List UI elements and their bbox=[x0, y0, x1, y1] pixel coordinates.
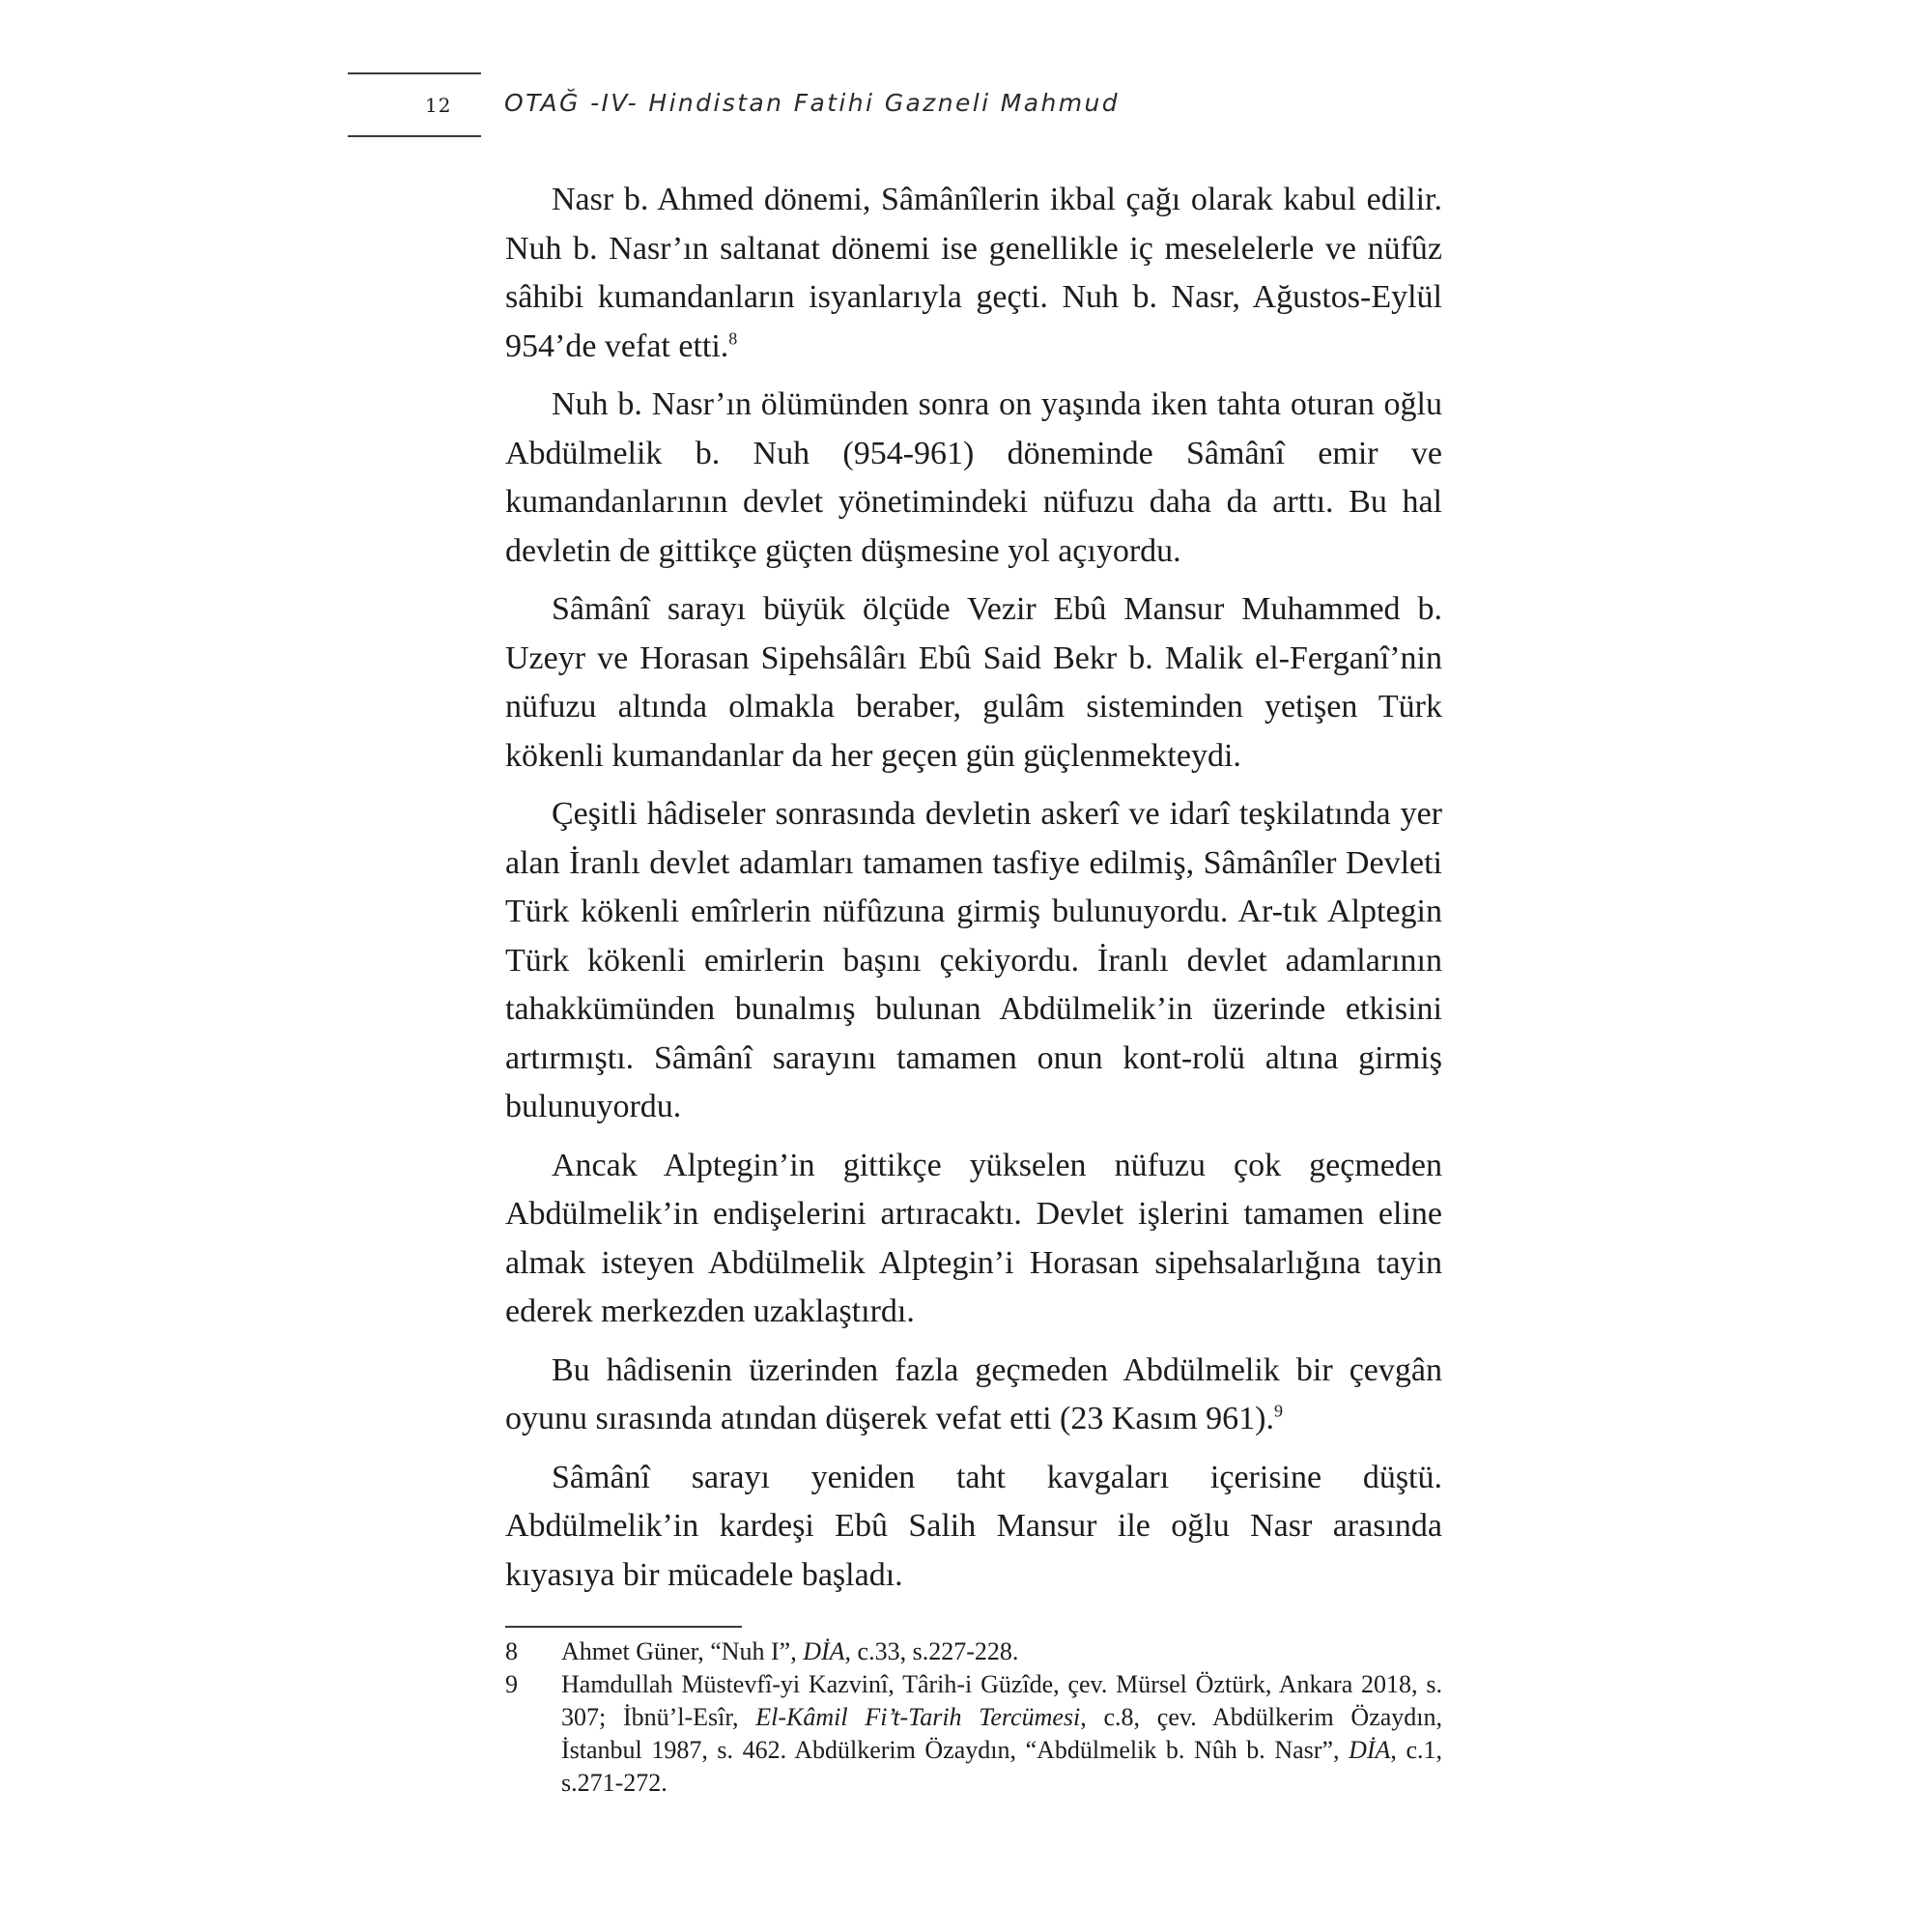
footnote-ref: 8 bbox=[728, 328, 738, 349]
header-rule-bottom bbox=[348, 135, 481, 137]
paragraph-text: Sâmânî sarayı yeniden taht kavgaları içerisine düştü. Abdülmelik’in kardeşi Ebû Salih Mansur ile oğlu Nasr arasında kıyasıya bir mücadele başladı. bbox=[505, 1459, 1442, 1593]
paragraph bbox=[505, 790, 1442, 1132]
footnote-source-title: El-Kâmil Fi’t-Tarih Tercümesi bbox=[755, 1703, 1081, 1731]
page-number: 12 bbox=[425, 94, 452, 117]
footnote-text bbox=[561, 1635, 1442, 1668]
paragraph-text: Sâmânî sarayı büyük ölçüde Vezir Ebû Mansur Muhammed b. Uzeyr ve Horasan Sipehsâlârı Ebû Said Bekr b. Malik el-Ferganî’nin nüfuzu altında olmakla beraber, gulâm sisteminden yetişen Türk kökenli kumandanlar da her geçen gün güçlenmekteydi. bbox=[505, 591, 1442, 774]
paragraph bbox=[505, 1347, 1442, 1444]
paragraph bbox=[505, 1142, 1442, 1337]
paragraph bbox=[505, 585, 1442, 781]
footnote-8 bbox=[505, 1635, 1442, 1668]
footnotes bbox=[505, 1635, 1442, 1800]
paragraph bbox=[505, 1454, 1442, 1601]
footnote-source-title: DİA bbox=[803, 1637, 845, 1665]
footnote-text-part: Ahmet Güner, “Nuh I”, bbox=[561, 1637, 804, 1665]
header-rule-top bbox=[348, 72, 481, 74]
footnote-text-part: , c.8, çev. Abdülkerim Özaydın, İstanbul 1987, s. 462. Abdülkerim Özaydın, “Abdülmelik b. Nûh b. Nasr”, bbox=[561, 1703, 1442, 1764]
footnote-rule bbox=[505, 1626, 742, 1628]
paragraph-text: Çeşitli hâdiseler sonrasında devletin askerî ve idarî teşkilatında yer alan İranlı devlet adamları tamamen tasfiye edilmiş, Sâmânîler Devleti Türk kökenli emîrlerin nüfûzuna girmiş bulunuyordu. Ar-tık Alptegin Türk kökenli emirlerin başını çekiyordu. İranlı devlet adamlarının tahakkümünden bunalmış bulunan Abdülmelik’in üzerinde etkisini artırmıştı. Sâmânî sarayını tamamen onun kont-rolü altına girmiş bulunuyordu. bbox=[505, 796, 1442, 1124]
footnote-number: 8 bbox=[505, 1637, 518, 1665]
paragraph-text: Nuh b. Nasr’ın ölümünden sonra on yaşında iken tahta oturan oğlu Abdülmelik b. Nuh (954-961) döneminde Sâmânî emir ve kumandanlarının devlet yönetimindeki nüfuzu daha da arttı. Bu hal devletin de gittikçe güçten düşmesine yol açıyordu. bbox=[505, 386, 1442, 569]
body-text bbox=[505, 176, 1442, 1609]
footnote-text bbox=[561, 1668, 1442, 1800]
paragraph-text: Nasr b. Ahmed dönemi, Sâmânîlerin ikbal çağı olarak kabul edilir. Nuh b. Nasr’ın saltanat dönemi ise genellikle iç meselelerle ve nüfûz sâhibi kumandanların isyanlarıyla geçti. Nuh b. Nasr, Ağustos-Eylül 954’de vefat etti. bbox=[505, 182, 1442, 364]
paragraph-text: Ancak Alptegin’in gittikçe yükselen nüfuzu çok geçmeden Abdülmelik’in endişelerini artıracaktı. Devlet işlerini tamamen eline almak isteyen Abdülmelik Alptegin’i Horasan sipehsalarlığına tayin ederek merkezden uzaklaştırdı. bbox=[505, 1147, 1442, 1329]
paragraph-text: Bu hâdisenin üzerinden fazla geçmeden Abdülmelik bir çevgân oyunu sırasında atından düşerek vefat etti (23 Kasım 961). bbox=[505, 1351, 1442, 1436]
footnote-number: 9 bbox=[505, 1670, 518, 1698]
paragraph bbox=[505, 176, 1442, 371]
footnote-ref: 9 bbox=[1273, 1401, 1283, 1421]
footnote-9 bbox=[505, 1668, 1442, 1800]
footnote-text-part: , c.33, s.227-228. bbox=[844, 1637, 1019, 1665]
running-title: OTAĞ -IV- Hindistan Fatihi Gazneli Mahmud bbox=[504, 89, 1120, 117]
footnote-text-part: Hamdullah Müstevfî-yi Kazvinî, Târih-i Güzîde, çev. Mürsel Öztürk, Ankara 2018, s. 307; İbnü’l-Esîr, bbox=[561, 1670, 1442, 1731]
footnote-source-title: DİA bbox=[1349, 1736, 1391, 1764]
paragraph bbox=[505, 381, 1442, 576]
footnote-text-part: , c.1, s.271-272. bbox=[561, 1736, 1442, 1797]
